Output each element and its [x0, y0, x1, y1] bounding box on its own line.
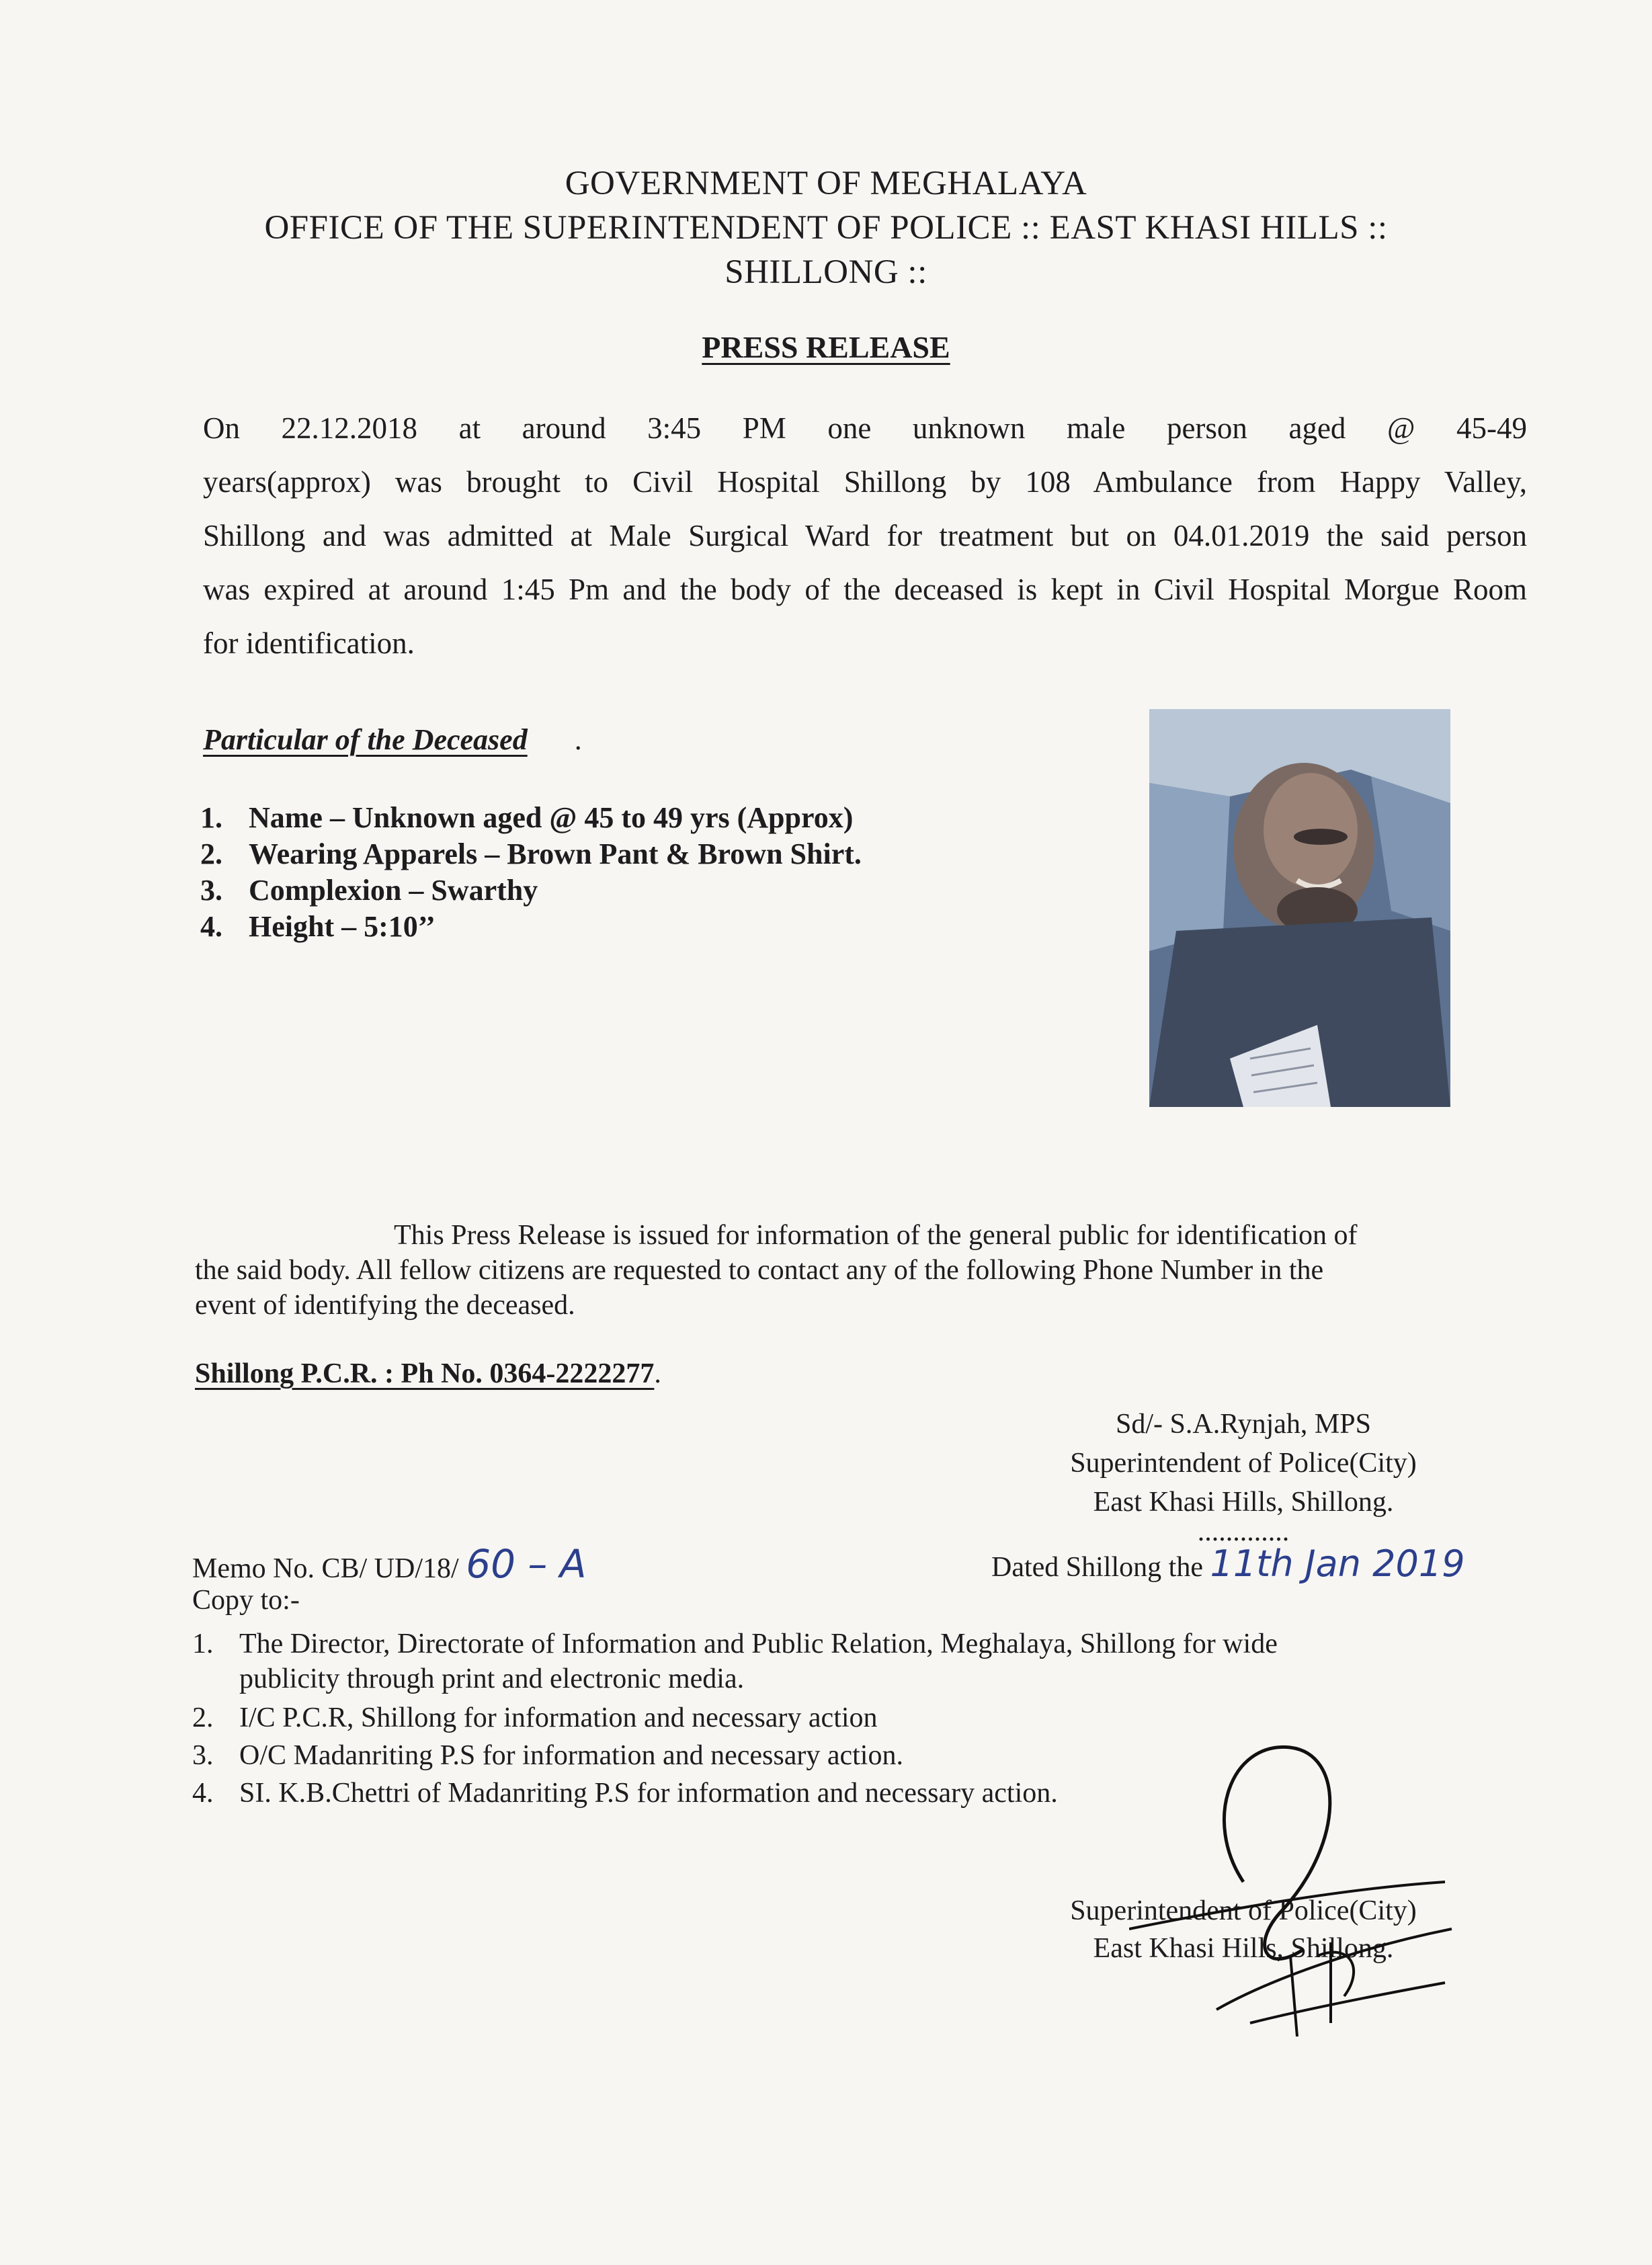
copy-num: 3. [192, 1740, 214, 1771]
contact-row [195, 1358, 661, 1390]
deceased-photo [1149, 709, 1450, 1107]
notice-line: event of identifying the deceased. [195, 1290, 575, 1321]
copy-text: I/C P.C.R, Shillong for information and necessary action [239, 1702, 878, 1733]
signatory-location: East Khasi Hills, Shillong. [1093, 1487, 1394, 1518]
particular-num: 4. [200, 910, 222, 943]
particulars-heading-tail: . [574, 723, 582, 756]
notice-paragraph [195, 1218, 1526, 1323]
copy-num: 2. [192, 1702, 214, 1733]
footer-signatory-location: East Khasi Hills, Shillong. [1093, 1933, 1394, 1964]
particular-text: Height – 5:10’’ [249, 910, 436, 943]
press-release-title-text: PRESS RELEASE [702, 330, 950, 364]
handwritten-signature [1129, 1727, 1479, 2050]
signatory-title: Superintendent of Police(City) [1070, 1448, 1417, 1479]
header-line-2: OFFICE OF THE SUPERINTENDENT OF POLICE :: EAST KHASI HILLS :: [264, 209, 1388, 247]
signatory-block [1008, 1405, 1479, 1547]
particular-item [200, 872, 1114, 909]
pcr-phone-tail: . [654, 1358, 661, 1389]
particular-num: 3. [200, 874, 222, 907]
copy-text-cont: publicity through print and electronic media. [239, 1663, 745, 1694]
particulars-heading: Particular of the Deceased [203, 723, 528, 756]
header-line-1: GOVERNMENT OF MEGHALAYA [565, 165, 1087, 202]
intro-line: On 22.12.2018 at around 3:45 PM one unknown male person aged @ 45-49 [203, 411, 1527, 445]
notice-line: This Press Release is issued for information of the general public for identification of [394, 1220, 1358, 1251]
notice-line: the said body. All fellow citizens are requested to contact any of the following Phone Number in the [195, 1255, 1324, 1286]
press-release-title [0, 329, 1652, 365]
particular-text: Name – Unknown aged @ 45 to 49 yrs (Approx) [249, 801, 854, 834]
dated-row [991, 1542, 1465, 1585]
particular-num: 2. [200, 837, 222, 870]
dated-label: Dated Shillong the [991, 1552, 1203, 1583]
pcr-phone: Shillong P.C.R. : Ph No. 0364-2222277 [195, 1358, 655, 1389]
particular-num: 1. [200, 801, 222, 834]
copy-num: 1. [192, 1629, 214, 1659]
copy-text: O/C Madanriting P.S for information and necessary action. [239, 1740, 903, 1771]
copy-to-label: Copy to:- [192, 1585, 300, 1616]
footer-signatory-title: Superintendent of Police(City) [1070, 1895, 1417, 1926]
particular-item [200, 800, 1114, 836]
copy-num: 4. [192, 1778, 214, 1809]
signatory-name: Sd/- S.A.Rynjah, MPS [1116, 1409, 1371, 1440]
handwritten-date: 11th Jan 2019 [1210, 1542, 1465, 1585]
intro-rest [203, 455, 1527, 670]
memo-number [192, 1541, 587, 1587]
memo-label: Memo No. CB/ UD/18/ [192, 1553, 459, 1584]
particulars-heading-row [203, 723, 582, 757]
intro-line-1-wrap [203, 401, 1527, 455]
particulars-list [200, 800, 1114, 945]
intro-line: years(approx) was brought to Civil Hospital Shillong by 108 Ambulance from Happy Valley, [203, 465, 1527, 499]
copy-text: The Director, Directorate of Information and Public Relation, Meghalaya, Shillong for wide [239, 1629, 1278, 1659]
particular-text: Complexion – Swarthy [249, 874, 538, 907]
intro-line: Shillong and was admitted at Male Surgical Ward for treatment but on 04.01.2019 the said person [203, 519, 1527, 552]
particular-item [200, 836, 1114, 872]
signatory-dots: ............. [1197, 1516, 1290, 1547]
copy-text: SI. K.B.Chettri of Madanriting P.S for information and necessary action. [239, 1778, 1058, 1809]
intro-line: for identification. [203, 626, 415, 660]
particular-item [200, 909, 1114, 945]
copy-item [192, 1626, 1483, 1696]
particular-text: Wearing Apparels – Brown Pant & Brown Shirt. [249, 837, 862, 870]
header-line-3: SHILLONG :: [725, 253, 927, 291]
memo-handwritten-no: 60 – A [466, 1541, 587, 1587]
intro-line: was expired at around 1:45 Pm and the body of the deceased is kept in Civil Hospital Morgue Room [203, 573, 1527, 606]
